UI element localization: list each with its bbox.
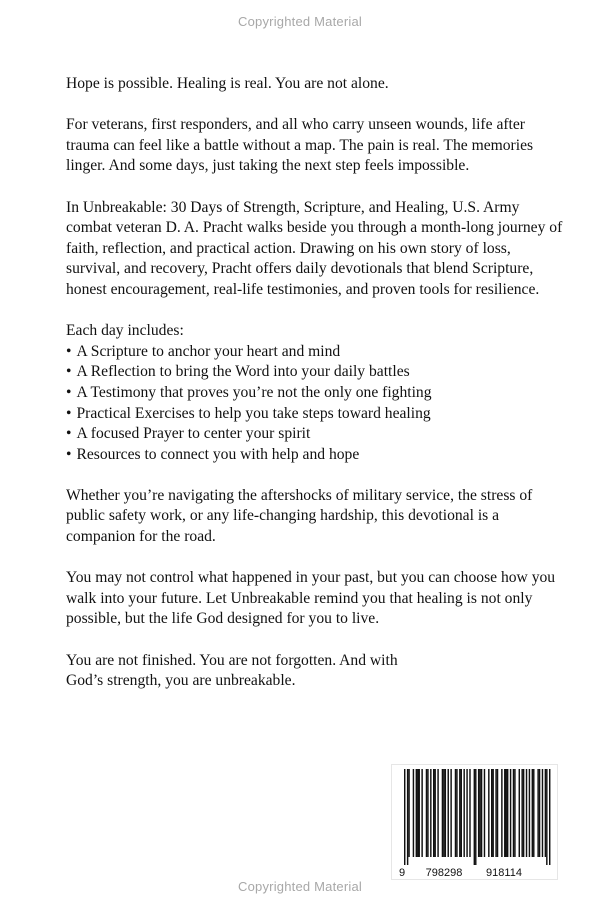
barcode-bar — [459, 769, 460, 857]
closing-line-2: God’s strength, you are unbreakable. — [66, 672, 296, 690]
barcode-bars — [404, 769, 550, 865]
barcode-bar — [463, 769, 464, 857]
list-item: • A focused Prayer to center your spirit — [66, 424, 566, 445]
audience-paragraph: Whether you’re navigating the aftershocks of military service, the stress of public safety work, or any life-changing hardship, this devotional is a companion for the road. — [66, 486, 533, 546]
barcode-bar — [523, 769, 524, 857]
list-item: • Practical Exercises to help you take steps toward healing — [66, 404, 566, 425]
barcode-bar — [513, 769, 514, 857]
barcode-bar — [514, 769, 515, 857]
barcode-bar — [495, 769, 496, 857]
list-intro: Each day includes: — [66, 322, 184, 340]
closing-line-1: You are not finished. You are not forgotten. And with — [66, 651, 398, 669]
barcode-bar — [421, 769, 422, 857]
barcode-bar — [469, 769, 470, 857]
barcode-bar — [533, 769, 534, 857]
list-item: • Resources to connect you with help and hope — [66, 445, 566, 466]
back-cover-text — [66, 74, 566, 692]
barcode-bar — [491, 769, 492, 857]
barcode-bar — [427, 769, 428, 857]
barcode-bar — [529, 769, 530, 857]
tagline-paragraph: Hope is possible. Healing is real. You are not alone. — [66, 75, 389, 92]
barcode-bar — [542, 769, 543, 857]
barcode-bar — [408, 769, 409, 857]
barcode-bar — [481, 769, 482, 857]
barcode-bar — [416, 769, 417, 857]
barcode-bar — [413, 769, 414, 857]
barcode-digits-left: 798298 — [425, 867, 463, 879]
barcode-bar — [437, 769, 438, 857]
barcode-bar — [448, 769, 449, 857]
barcode-bar — [549, 769, 550, 865]
barcode-digits-right: 918114 — [486, 867, 522, 879]
barcode-bar — [466, 769, 467, 857]
isbn-barcode — [391, 764, 558, 880]
barcode-bar — [461, 769, 462, 857]
barcode-bar — [521, 769, 522, 857]
copyright-watermark-bottom: Copyrighted Material — [238, 879, 362, 894]
copyright-watermark-top: Copyrighted Material — [238, 14, 362, 29]
barcode-bar — [434, 769, 435, 857]
barcode-bar — [433, 769, 434, 857]
encouragement-paragraph: You may not control what happened in your past, but you can choose how you walk into your future. Let Unbreakable remind you that healing is not only possible, but the life God designed for you to live. — [66, 569, 556, 628]
daily-features-list — [66, 342, 566, 466]
barcode-bar — [507, 769, 508, 857]
barcode-bar — [456, 769, 457, 857]
barcode-bar — [455, 769, 456, 857]
barcode-bar — [504, 769, 505, 857]
book-description-paragraph: In Unbreakable: 30 Days of Strength, Scripture, and Healing, U.S. Army combat veteran D. A. Pracht walks beside you through a month-long journey of faith, reflection, and practical action. Drawing on his own story of loss, survival, and recovery, Pracht offers daily devotionals that blend Scripture, honest encouragement, real-life testimonies, and proven tools for resilience. — [66, 198, 563, 298]
barcode-bar — [526, 769, 527, 857]
closing-paragraph — [66, 651, 566, 692]
list-item: • A Scripture to anchor your heart and mind — [66, 342, 566, 363]
barcode-bar — [532, 769, 533, 857]
barcode-bar — [419, 769, 420, 857]
barcode-bar — [417, 769, 418, 857]
barcode-graphic — [392, 765, 559, 881]
barcode-bar — [479, 769, 480, 857]
barcode-bar — [450, 769, 451, 857]
list-item: • A Reflection to bring the Word into your daily battles — [66, 362, 566, 383]
barcode-bar — [539, 769, 540, 857]
barcode-bar — [478, 769, 479, 857]
barcode-bar — [519, 769, 520, 857]
barcode-bar — [506, 769, 507, 857]
barcode-bar — [442, 769, 443, 857]
barcode-bar — [443, 769, 444, 857]
barcode-bar — [407, 769, 408, 865]
barcode-bar — [484, 769, 485, 857]
intro-paragraph: For veterans, first responders, and all who carry unseen wounds, life after trauma can feel like a battle without a map. The pain is real. The memories linger. And some days, just taking the next step feels impossible. — [66, 116, 534, 175]
barcode-bar — [445, 769, 446, 857]
barcode-bar — [545, 769, 546, 857]
barcode-bar — [475, 769, 476, 865]
barcode-bar — [537, 769, 538, 857]
barcode-bar — [492, 769, 493, 857]
barcode-bar — [426, 769, 427, 857]
barcode-digit-first: 9 — [399, 867, 406, 879]
list-item: • A Testimony that proves you’re not the only one fighting — [66, 383, 566, 404]
barcode-bar — [404, 769, 405, 865]
barcode-bar — [501, 769, 502, 857]
barcode-bar — [474, 769, 475, 865]
barcode-bar — [430, 769, 431, 857]
barcode-bar — [488, 769, 489, 857]
barcode-bar — [497, 769, 498, 857]
barcode-bar — [510, 769, 511, 857]
barcode-bar — [546, 769, 547, 865]
